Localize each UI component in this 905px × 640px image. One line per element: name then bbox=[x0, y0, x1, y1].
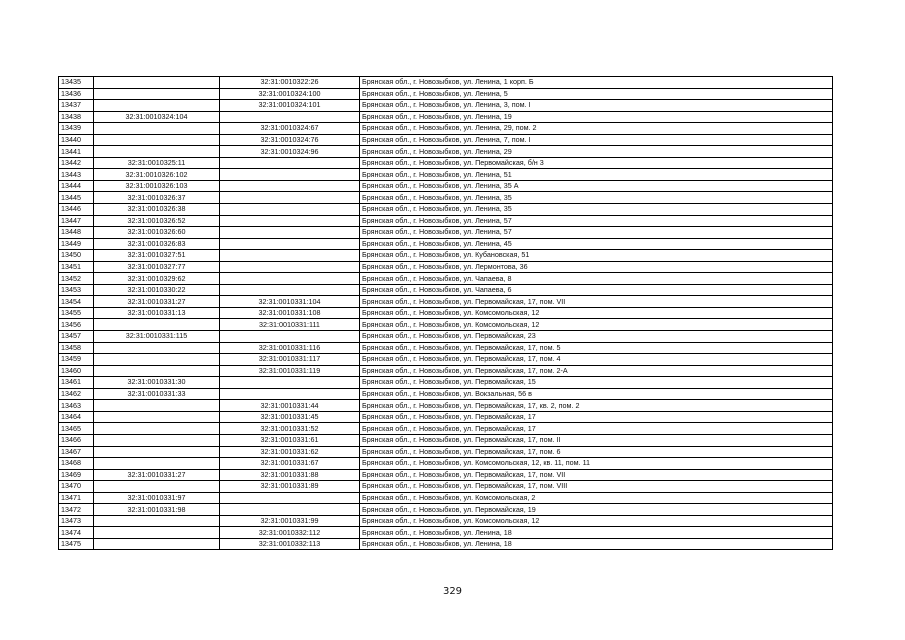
cadastral-number-cell: 32:31:0010331:27 bbox=[94, 296, 220, 308]
row-number-cell: 13455 bbox=[59, 307, 94, 319]
object-cadastral-number-cell: 32:31:0010332:113 bbox=[220, 538, 360, 550]
cadastral-number-cell: 32:31:0010325:11 bbox=[94, 157, 220, 169]
table-row bbox=[59, 157, 833, 169]
row-number-cell: 13445 bbox=[59, 192, 94, 204]
address-cell: Брянская обл., г. Новозыбков, ул. Ленина, 57 bbox=[360, 227, 833, 239]
object-cadastral-number-cell: 32:31:0010331:111 bbox=[220, 319, 360, 331]
table-row bbox=[59, 319, 833, 331]
object-cadastral-number-cell: 32:31:0010331:88 bbox=[220, 469, 360, 481]
address-cell: Брянская обл., г. Новозыбков, ул. Ленина, 3, пом. I bbox=[360, 100, 833, 112]
table-row bbox=[59, 134, 833, 146]
object-cadastral-number-cell: 32:31:0010331:52 bbox=[220, 423, 360, 435]
row-number-cell: 13456 bbox=[59, 319, 94, 331]
object-cadastral-number-cell bbox=[220, 169, 360, 181]
row-number-cell: 13458 bbox=[59, 342, 94, 354]
row-number-cell: 13465 bbox=[59, 423, 94, 435]
cadastral-number-cell: 32:31:0010326:60 bbox=[94, 227, 220, 239]
address-cell: Брянская обл., г. Новозыбков, ул. Комсомольская, 12 bbox=[360, 319, 833, 331]
object-cadastral-number-cell: 32:31:0010331:119 bbox=[220, 365, 360, 377]
table-row bbox=[59, 504, 833, 516]
object-cadastral-number-cell bbox=[220, 284, 360, 296]
object-cadastral-number-cell bbox=[220, 377, 360, 389]
cadastral-number-cell bbox=[94, 354, 220, 366]
table-row bbox=[59, 250, 833, 262]
cadastral-number-cell bbox=[94, 446, 220, 458]
row-number-cell: 13446 bbox=[59, 204, 94, 216]
table-row bbox=[59, 111, 833, 123]
address-cell: Брянская обл., г. Новозыбков, ул. Ленина, 51 bbox=[360, 169, 833, 181]
table-row bbox=[59, 123, 833, 135]
cadastral-number-cell bbox=[94, 123, 220, 135]
cadastral-table-body bbox=[59, 77, 833, 550]
object-cadastral-number-cell bbox=[220, 250, 360, 262]
row-number-cell: 13469 bbox=[59, 469, 94, 481]
address-cell: Брянская обл., г. Новозыбков, ул. Ленина, 19 bbox=[360, 111, 833, 123]
address-cell: Брянская обл., г. Новозыбков, ул. Первомайская, 17 bbox=[360, 411, 833, 423]
cadastral-number-cell: 32:31:0010331:13 bbox=[94, 307, 220, 319]
object-cadastral-number-cell: 32:31:0010331:89 bbox=[220, 481, 360, 493]
row-number-cell: 13470 bbox=[59, 481, 94, 493]
address-cell: Брянская обл., г. Новозыбков, ул. Первомайская, 23 bbox=[360, 331, 833, 343]
cadastral-number-cell: 32:31:0010326:38 bbox=[94, 204, 220, 216]
object-cadastral-number-cell: 32:31:0010324:100 bbox=[220, 88, 360, 100]
object-cadastral-number-cell bbox=[220, 227, 360, 239]
cadastral-number-cell: 32:31:0010331:115 bbox=[94, 331, 220, 343]
table-row bbox=[59, 88, 833, 100]
cadastral-number-cell: 32:31:0010331:97 bbox=[94, 492, 220, 504]
address-cell: Брянская обл., г. Новозыбков, ул. Ленина, 18 bbox=[360, 527, 833, 539]
row-number-cell: 13474 bbox=[59, 527, 94, 539]
row-number-cell: 13449 bbox=[59, 238, 94, 250]
row-number-cell: 13443 bbox=[59, 169, 94, 181]
cadastral-number-cell: 32:31:0010329:62 bbox=[94, 273, 220, 285]
cadastral-number-cell bbox=[94, 400, 220, 412]
table-row bbox=[59, 515, 833, 527]
cadastral-number-cell bbox=[94, 434, 220, 446]
address-cell: Брянская обл., г. Новозыбков, ул. Первомайская, 15 bbox=[360, 377, 833, 389]
row-number-cell: 13436 bbox=[59, 88, 94, 100]
object-cadastral-number-cell: 32:31:0010331:108 bbox=[220, 307, 360, 319]
address-cell: Брянская обл., г. Новозыбков, ул. Кубановская, 51 bbox=[360, 250, 833, 262]
address-cell: Брянская обл., г. Новозыбков, ул. Чапаева, 6 bbox=[360, 284, 833, 296]
cadastral-number-cell: 32:31:0010326:102 bbox=[94, 169, 220, 181]
row-number-cell: 13473 bbox=[59, 515, 94, 527]
row-number-cell: 13466 bbox=[59, 434, 94, 446]
row-number-cell: 13451 bbox=[59, 261, 94, 273]
table-row bbox=[59, 261, 833, 273]
table-row bbox=[59, 331, 833, 343]
cadastral-number-cell: 32:31:0010331:98 bbox=[94, 504, 220, 516]
object-cadastral-number-cell bbox=[220, 388, 360, 400]
table-row bbox=[59, 411, 833, 423]
address-cell: Брянская обл., г. Новозыбков, ул. Ленина, 45 bbox=[360, 238, 833, 250]
object-cadastral-number-cell: 32:31:0010331:116 bbox=[220, 342, 360, 354]
address-cell: Брянская обл., г. Новозыбков, ул. Первомайская, 17, пом. 4 bbox=[360, 354, 833, 366]
address-cell: Брянская обл., г. Новозыбков, ул. Первомайская, 17, пом. 2-А bbox=[360, 365, 833, 377]
address-cell: Брянская обл., г. Новозыбков, ул. Первомайская, б/н 3 bbox=[360, 157, 833, 169]
table-row bbox=[59, 146, 833, 158]
address-cell: Брянская обл., г. Новозыбков, ул. Комсомольская, 2 bbox=[360, 492, 833, 504]
object-cadastral-number-cell: 32:31:0010331:45 bbox=[220, 411, 360, 423]
row-number-cell: 13450 bbox=[59, 250, 94, 262]
address-cell: Брянская обл., г. Новозыбков, ул. Первомайская, 17, пом. VIII bbox=[360, 481, 833, 493]
row-number-cell: 13435 bbox=[59, 77, 94, 89]
address-cell: Брянская обл., г. Новозыбков, ул. Первомайская, 17, пом. II bbox=[360, 434, 833, 446]
table-row bbox=[59, 492, 833, 504]
row-number-cell: 13467 bbox=[59, 446, 94, 458]
address-cell: Брянская обл., г. Новозыбков, ул. Чапаева, 8 bbox=[360, 273, 833, 285]
cadastral-number-cell bbox=[94, 77, 220, 89]
table-row bbox=[59, 215, 833, 227]
cadastral-number-cell: 32:31:0010326:103 bbox=[94, 180, 220, 192]
row-number-cell: 13472 bbox=[59, 504, 94, 516]
object-cadastral-number-cell: 32:31:0010331:44 bbox=[220, 400, 360, 412]
table-row bbox=[59, 481, 833, 493]
object-cadastral-number-cell: 32:31:0010324:67 bbox=[220, 123, 360, 135]
table-row bbox=[59, 469, 833, 481]
object-cadastral-number-cell: 32:31:0010331:99 bbox=[220, 515, 360, 527]
object-cadastral-number-cell: 32:31:0010324:96 bbox=[220, 146, 360, 158]
cadastral-number-cell: 32:31:0010326:52 bbox=[94, 215, 220, 227]
object-cadastral-number-cell: 32:31:0010331:61 bbox=[220, 434, 360, 446]
table-row bbox=[59, 192, 833, 204]
row-number-cell: 13461 bbox=[59, 377, 94, 389]
table-row bbox=[59, 296, 833, 308]
table-row bbox=[59, 365, 833, 377]
object-cadastral-number-cell: 32:31:0010331:62 bbox=[220, 446, 360, 458]
table-row bbox=[59, 377, 833, 389]
object-cadastral-number-cell: 32:31:0010331:117 bbox=[220, 354, 360, 366]
cadastral-number-cell bbox=[94, 88, 220, 100]
object-cadastral-number-cell bbox=[220, 492, 360, 504]
address-cell: Брянская обл., г. Новозыбков, ул. Ленина, 35 А bbox=[360, 180, 833, 192]
row-number-cell: 13454 bbox=[59, 296, 94, 308]
cadastral-number-cell bbox=[94, 481, 220, 493]
row-number-cell: 13475 bbox=[59, 538, 94, 550]
cadastral-number-cell bbox=[94, 458, 220, 470]
row-number-cell: 13453 bbox=[59, 284, 94, 296]
address-cell: Брянская обл., г. Новозыбков, ул. Комсомольская, 12 bbox=[360, 307, 833, 319]
table-row bbox=[59, 423, 833, 435]
table-row bbox=[59, 227, 833, 239]
cadastral-number-cell bbox=[94, 527, 220, 539]
row-number-cell: 13459 bbox=[59, 354, 94, 366]
row-number-cell: 13442 bbox=[59, 157, 94, 169]
row-number-cell: 13468 bbox=[59, 458, 94, 470]
address-cell: Брянская обл., г. Новозыбков, ул. Комсомольская, 12 bbox=[360, 515, 833, 527]
address-cell: Брянская обл., г. Новозыбков, ул. Первомайская, 17, кв. 2, пом. 2 bbox=[360, 400, 833, 412]
table-row bbox=[59, 458, 833, 470]
row-number-cell: 13452 bbox=[59, 273, 94, 285]
object-cadastral-number-cell bbox=[220, 204, 360, 216]
table-row bbox=[59, 169, 833, 181]
row-number-cell: 13441 bbox=[59, 146, 94, 158]
object-cadastral-number-cell bbox=[220, 331, 360, 343]
table-row bbox=[59, 342, 833, 354]
table-row bbox=[59, 284, 833, 296]
table-row bbox=[59, 388, 833, 400]
cadastral-number-cell: 32:31:0010327:51 bbox=[94, 250, 220, 262]
cadastral-number-cell bbox=[94, 342, 220, 354]
row-number-cell: 13460 bbox=[59, 365, 94, 377]
cadastral-number-cell bbox=[94, 319, 220, 331]
table-row bbox=[59, 354, 833, 366]
address-cell: Брянская обл., г. Новозыбков, ул. Первомайская, 17, пом. VII bbox=[360, 296, 833, 308]
page-number: 329 bbox=[442, 586, 463, 597]
row-number-cell: 13464 bbox=[59, 411, 94, 423]
object-cadastral-number-cell bbox=[220, 238, 360, 250]
address-cell: Брянская обл., г. Новозыбков, ул. Первомайская, 17 bbox=[360, 423, 833, 435]
cadastral-number-cell bbox=[94, 146, 220, 158]
object-cadastral-number-cell bbox=[220, 192, 360, 204]
cadastral-number-cell: 32:31:0010324:104 bbox=[94, 111, 220, 123]
address-cell: Брянская обл., г. Новозыбков, ул. Первомайская, 17, пом. 6 bbox=[360, 446, 833, 458]
row-number-cell: 13448 bbox=[59, 227, 94, 239]
table-row bbox=[59, 400, 833, 412]
object-cadastral-number-cell: 32:31:0010332:112 bbox=[220, 527, 360, 539]
cadastral-number-cell bbox=[94, 411, 220, 423]
row-number-cell: 13471 bbox=[59, 492, 94, 504]
cadastral-number-cell: 32:31:0010331:27 bbox=[94, 469, 220, 481]
address-cell: Брянская обл., г. Новозыбков, ул. Ленина, 29, пом. 2 bbox=[360, 123, 833, 135]
row-number-cell: 13457 bbox=[59, 331, 94, 343]
cadastral-number-cell: 32:31:0010331:30 bbox=[94, 377, 220, 389]
object-cadastral-number-cell bbox=[220, 215, 360, 227]
address-cell: Брянская обл., г. Новозыбков, ул. Ленина, 57 bbox=[360, 215, 833, 227]
address-cell: Брянская обл., г. Новозыбков, ул. Первомайская, 17, пом. VII bbox=[360, 469, 833, 481]
address-cell: Брянская обл., г. Новозыбков, ул. Ленина, 29 bbox=[360, 146, 833, 158]
cadastral-number-cell bbox=[94, 423, 220, 435]
object-cadastral-number-cell: 32:31:0010324:76 bbox=[220, 134, 360, 146]
address-cell: Брянская обл., г. Новозыбков, ул. Ленина, 35 bbox=[360, 204, 833, 216]
object-cadastral-number-cell bbox=[220, 157, 360, 169]
object-cadastral-number-cell: 32:31:0010322:26 bbox=[220, 77, 360, 89]
table-row bbox=[59, 446, 833, 458]
cadastral-number-cell bbox=[94, 515, 220, 527]
cadastral-number-cell bbox=[94, 538, 220, 550]
object-cadastral-number-cell bbox=[220, 504, 360, 516]
cadastral-number-cell bbox=[94, 365, 220, 377]
address-cell: Брянская обл., г. Новозыбков, ул. Комсомольская, 12, кв. 11, пом. 11 bbox=[360, 458, 833, 470]
table-row bbox=[59, 527, 833, 539]
cadastral-table bbox=[58, 76, 833, 550]
cadastral-number-cell: 32:31:0010326:37 bbox=[94, 192, 220, 204]
address-cell: Брянская обл., г. Новозыбков, ул. Лермонтова, 36 bbox=[360, 261, 833, 273]
cadastral-number-cell bbox=[94, 134, 220, 146]
table-row bbox=[59, 77, 833, 89]
address-cell: Брянская обл., г. Новозыбков, ул. Первомайская, 19 bbox=[360, 504, 833, 516]
address-cell: Брянская обл., г. Новозыбков, ул. Ленина, 1 корп. Б bbox=[360, 77, 833, 89]
row-number-cell: 13447 bbox=[59, 215, 94, 227]
object-cadastral-number-cell bbox=[220, 261, 360, 273]
table-row bbox=[59, 238, 833, 250]
table-row bbox=[59, 273, 833, 285]
object-cadastral-number-cell bbox=[220, 273, 360, 285]
table-row bbox=[59, 434, 833, 446]
address-cell: Брянская обл., г. Новозыбков, ул. Ленина, 35 bbox=[360, 192, 833, 204]
object-cadastral-number-cell: 32:31:0010324:101 bbox=[220, 100, 360, 112]
table-row bbox=[59, 180, 833, 192]
row-number-cell: 13438 bbox=[59, 111, 94, 123]
row-number-cell: 13439 bbox=[59, 123, 94, 135]
address-cell: Брянская обл., г. Новозыбков, ул. Вокзальная, 56 в bbox=[360, 388, 833, 400]
cadastral-number-cell: 32:31:0010327:77 bbox=[94, 261, 220, 273]
object-cadastral-number-cell bbox=[220, 111, 360, 123]
cadastral-number-cell: 32:31:0010326:83 bbox=[94, 238, 220, 250]
address-cell: Брянская обл., г. Новозыбков, ул. Ленина, 18 bbox=[360, 538, 833, 550]
cadastral-number-cell: 32:31:0010331:33 bbox=[94, 388, 220, 400]
row-number-cell: 13462 bbox=[59, 388, 94, 400]
object-cadastral-number-cell: 32:31:0010331:104 bbox=[220, 296, 360, 308]
table-row bbox=[59, 100, 833, 112]
cadastral-number-cell: 32:31:0010330:22 bbox=[94, 284, 220, 296]
row-number-cell: 13463 bbox=[59, 400, 94, 412]
cadastral-number-cell bbox=[94, 100, 220, 112]
address-cell: Брянская обл., г. Новозыбков, ул. Ленина, 7, пом. I bbox=[360, 134, 833, 146]
row-number-cell: 13437 bbox=[59, 100, 94, 112]
row-number-cell: 13444 bbox=[59, 180, 94, 192]
table-row bbox=[59, 538, 833, 550]
row-number-cell: 13440 bbox=[59, 134, 94, 146]
table-row bbox=[59, 307, 833, 319]
address-cell: Брянская обл., г. Новозыбков, ул. Первомайская, 17, пом. 5 bbox=[360, 342, 833, 354]
table-row bbox=[59, 204, 833, 216]
address-cell: Брянская обл., г. Новозыбков, ул. Ленина, 5 bbox=[360, 88, 833, 100]
object-cadastral-number-cell: 32:31:0010331:67 bbox=[220, 458, 360, 470]
object-cadastral-number-cell bbox=[220, 180, 360, 192]
